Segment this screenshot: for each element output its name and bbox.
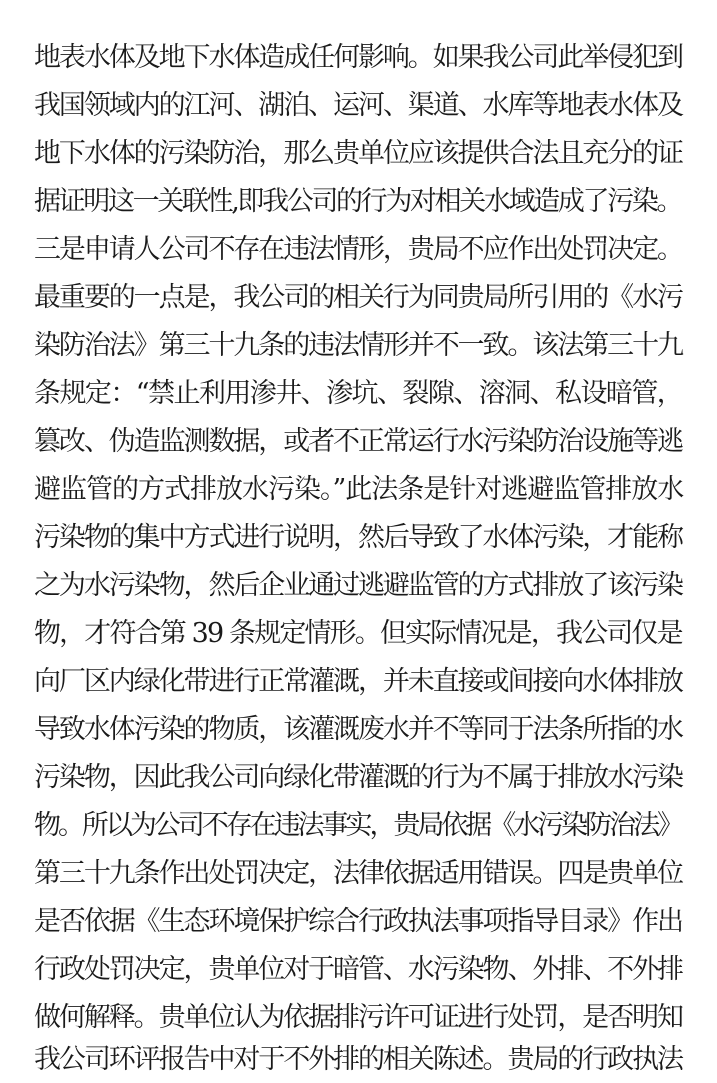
text-line-15: 导致水体污染的物质，该灌溉废水并不等同于法条所指的水: [34, 714, 682, 745]
text-line-9: 篡改、伪造监测数据，或者不正常运行水污染防治设施等逃: [34, 426, 682, 457]
text-line-4: 据证明这一关联性,即我公司的行为对相关水域造成了污染。: [34, 186, 682, 217]
text-line-7: 染防治法》第三十九条的违法情形并不一致。该法第三十九: [34, 330, 682, 361]
text-line-3: 地下水体的污染防治，那么贵单位应该提供合法且充分的证: [34, 138, 682, 169]
text-line-16: 污染物，因此我公司向绿化带灌溉的行为不属于排放水污染: [34, 762, 682, 793]
text-line-20: 行政处罚决定，贵单位对于暗管、水污染物、外排、不外排: [34, 954, 682, 985]
text-line-18: 第三十九条作出处罚决定，法律依据适用错误。四是贵单位: [34, 858, 682, 889]
text-line-5: 三是申请人公司不存在违法情形，贵局不应作出处罚决定。: [34, 234, 682, 265]
text-line-14: 向厂区内绿化带进行正常灌溉，并未直接或间接向水体排放: [34, 666, 682, 697]
text-line-11: 污染物的集中方式进行说明，然后导致了水体污染，才能称: [34, 522, 682, 553]
text-line-22: 我公司环评报告中对于不外排的相关陈述。贵局的行政执法: [34, 1044, 682, 1075]
text-line-13: 物，才符合第 39 条规定情形。但实际情况是，我公司仅是: [34, 618, 682, 649]
text-line-1: 地表水体及地下水体造成任何影响。如果我公司此举侵犯到: [34, 42, 682, 73]
text-line-8: 条规定：“禁止利用渗井、渗坑、裂隙、溶洞、私设暗管，: [34, 378, 683, 409]
text-line-2: 我国领域内的江河、湖泊、运河、渠道、水库等地表水体及: [34, 90, 682, 121]
text-line-19: 是否依据《生态环境保护综合行政执法事项指导目录》作出: [34, 906, 682, 937]
text-line-10: 避监管的方式排放水污染。”此法条是针对逃避监管排放水: [34, 474, 684, 505]
text-line-21: 做何解释。贵单位认为依据排污许可证进行处罚，是否明知: [34, 1002, 682, 1033]
text-line-17: 物。所以为公司不存在违法事实，贵局依据《水污染防治法》: [34, 810, 681, 841]
text-line-12: 之为水污染物，然后企业通过逃避监管的方式排放了该污染: [34, 570, 682, 601]
text-line-6: 最重要的一点是，我公司的相关行为同贵局所引用的《水污: [34, 282, 682, 313]
